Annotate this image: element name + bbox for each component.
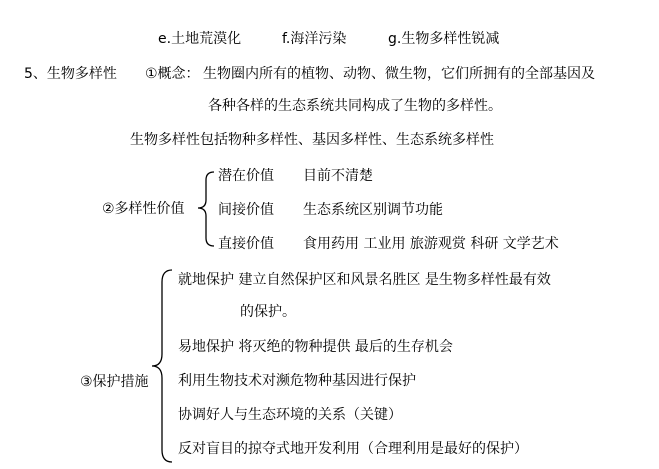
value-direct-desc: 食用药用 工业用 旅游观赏 科研 文学艺术 [303, 236, 559, 252]
protection-item-biotech: 利用生物技术对濒危物种基因进行保护 [178, 373, 416, 389]
item-e: e.土地荒漠化 [158, 31, 242, 47]
value-direct-name: 直接价值 [218, 236, 274, 252]
protection-item-oppose: 反对盲目的掠夺式地开发利用（合理利用是最好的保护） [178, 441, 528, 457]
section-heading: 5、生物多样性 [24, 66, 117, 82]
value-indirect-name: 间接价值 [218, 202, 274, 218]
item-f: f.海洋污染 [282, 31, 347, 47]
protection-item-insitu-cont: 的保护。 [240, 304, 296, 320]
concept-text-line2: 各种各样的生态系统共同构成了生物的多样性。 [208, 98, 502, 114]
value-potential-name: 潜在价值 [218, 168, 274, 184]
protection-item-exsitu: 易地保护 将灭绝的物种提供 最后的生存机会 [178, 339, 453, 355]
protection-item-insitu: 就地保护 建立自然保护区和风景名胜区 是生物多样性最有效 [178, 272, 551, 288]
protection-brace [150, 268, 176, 464]
value-indirect-desc: 生态系统区别调节功能 [303, 202, 443, 218]
value-potential-desc: 目前不清楚 [303, 168, 373, 184]
protection-item-harmony: 协调好人与生态环境的关系（关键） [178, 407, 402, 423]
value-label: ②多样性价值 [102, 201, 185, 217]
diversity-includes: 生物多样性包括物种多样性、基因多样性、生态系统多样性 [130, 132, 494, 148]
item-g: g.生物多样性锐减 [388, 31, 500, 47]
value-brace [196, 170, 216, 248]
concept-text-line1: 生物圈内所有的植物、动物、微生物，它们所拥有的全部基因及 [203, 66, 595, 82]
concept-label: ①概念： [145, 66, 200, 82]
protection-label: ③保护措施 [80, 374, 149, 390]
